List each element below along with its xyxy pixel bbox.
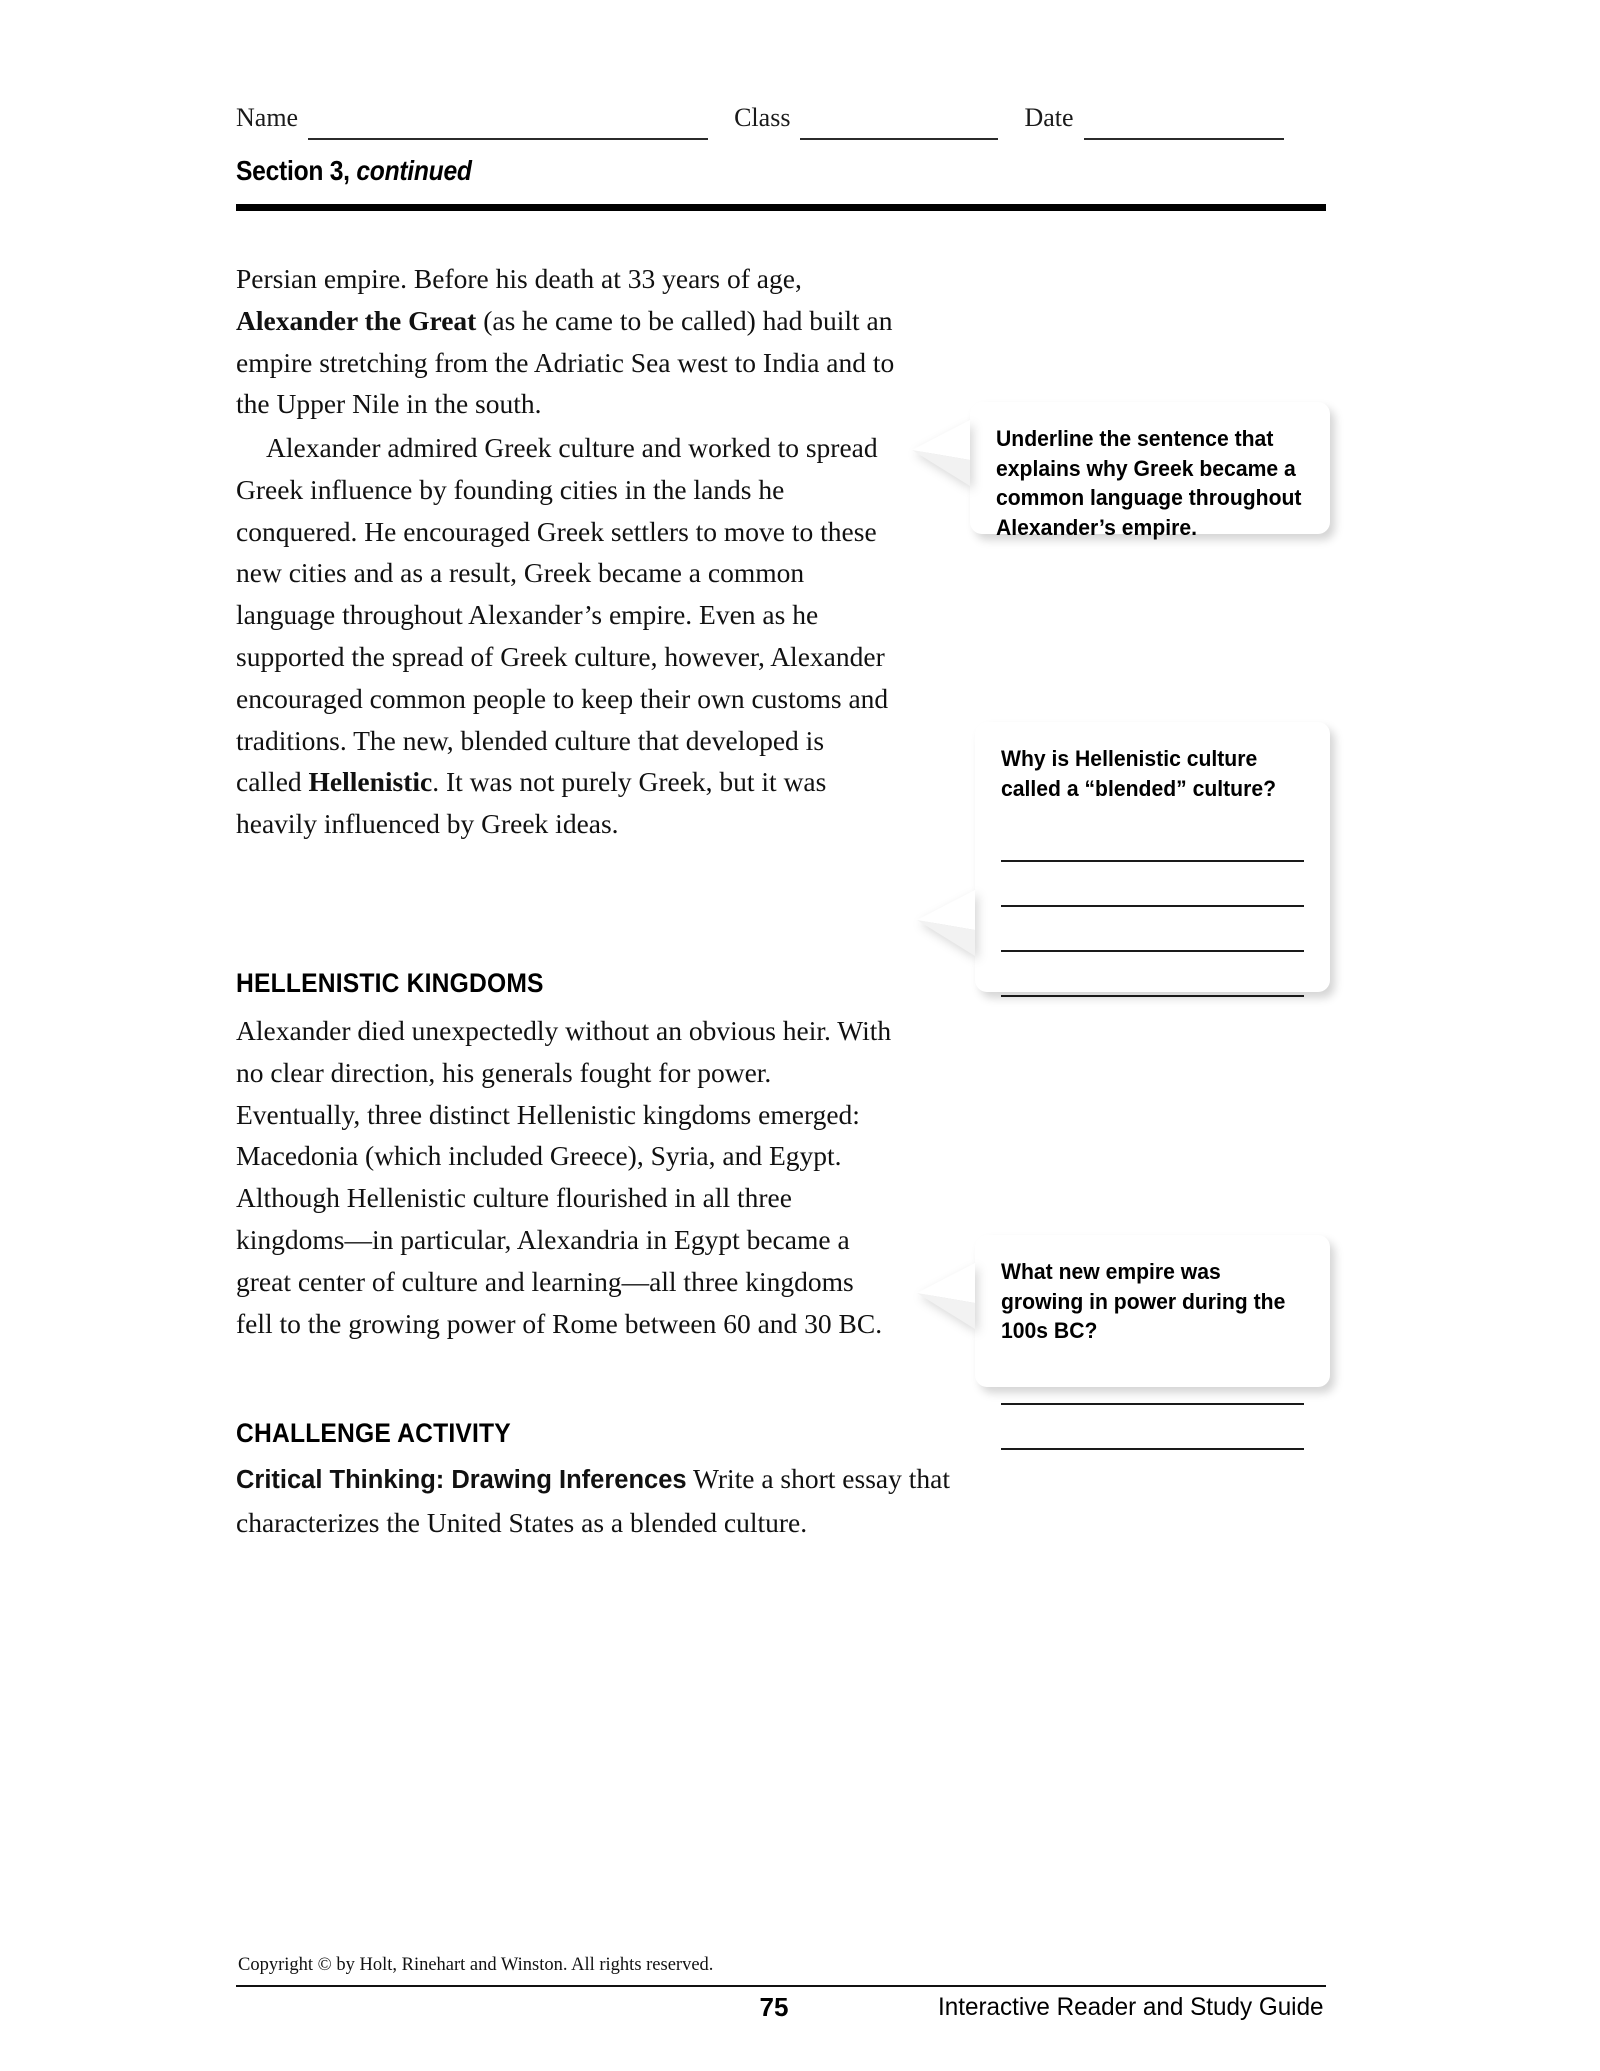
answer-lines-group (975, 817, 1330, 997)
callout-content (975, 722, 1330, 803)
book-title: Interactive Reader and Study Guide (938, 1993, 1324, 2021)
section-continued-text: continued (356, 155, 472, 186)
answer-line[interactable] (1001, 1405, 1304, 1450)
paragraph-persian-empire (236, 258, 896, 425)
section-title (236, 155, 472, 187)
name-write-line[interactable] (308, 138, 708, 140)
callout-underline-prompt (970, 402, 1330, 540)
page-number: 75 (759, 1992, 789, 2022)
section-divider-bar (236, 204, 1326, 211)
date-write-line[interactable] (1084, 138, 1284, 140)
heading-challenge-activity: CHALLENGE ACTIVITY (236, 1418, 511, 1448)
callout-question-text: What new empire was growing in power during the 100s BC? (1001, 1259, 1286, 1343)
callout-question-new-empire (975, 1235, 1330, 1387)
callout-pointer-icon (908, 420, 970, 486)
copyright-notice: Copyright © by Holt, Rinehart and Winston. All rights reserved. (238, 1955, 714, 1975)
paragraph-text: Alexander died unexpectedly without an obvious heir. With no clear direction, his generals fought for power. Eventually, three distinct Hellenistic kingdoms emerged: Macedonia (which included Greece), Syria, and Egypt. Although Hellenistic culture flourished in all three kingdoms—in particular, Alexandria in Egypt became a great center of culture and learning—all three kingdoms fell to the growing power of Rome between 60 and 30 BC. (236, 1015, 892, 1339)
callout-content (970, 402, 1330, 542)
answer-line[interactable] (1001, 907, 1304, 952)
section-title-text: Section 3, (236, 155, 350, 186)
answer-line[interactable] (1001, 862, 1304, 907)
footer-divider (236, 1985, 1326, 1987)
callout-pointer-icon (913, 1263, 975, 1329)
answer-line[interactable] (1001, 817, 1304, 862)
heading-hellenistic-kingdoms: HELLENISTIC KINGDOMS (236, 968, 544, 998)
callout-question-text: Why is Hellenistic culture called a “blended” culture? (1001, 746, 1277, 801)
challenge-instruction-text: Write a short essay that characterizes the United States as a blended culture. (236, 1463, 950, 1538)
answer-lines-group (975, 1360, 1330, 1450)
challenge-lead-label: Critical Thinking: Drawing Inferences (236, 1466, 687, 1494)
paragraph-text: Persian empire. Before his death at 33 years of age, Alexander the Great (as he came to be called) had built an empire stretching from the Adriatic Sea west to India and to the Upper Nile in the south. (236, 263, 895, 420)
name-label: Name (236, 103, 299, 132)
class-write-line[interactable] (800, 138, 998, 140)
callout-content (975, 1235, 1330, 1346)
class-label: Class (734, 103, 791, 132)
callout-pointer-icon (913, 890, 975, 956)
callout-question-text: Underline the sentence that explains why Greek became a common language throughout Alexander’s empire. (996, 426, 1302, 540)
answer-line[interactable] (1001, 1360, 1304, 1405)
date-label: Date (1024, 103, 1074, 132)
paragraph-greek-culture (236, 427, 896, 845)
callout-question-blended-culture (975, 722, 1330, 992)
challenge-activity-body (236, 1458, 1056, 1544)
answer-line[interactable] (1001, 952, 1304, 997)
paragraph-hellenistic-kingdoms (236, 1010, 896, 1344)
student-info-header (236, 105, 1326, 145)
paragraph-text: Alexander admired Greek culture and worked to spread Greek influence by founding cities in the lands he conquered. He encouraged Greek settlers to move to these new cities and as a result, Greek became a common language throughout Alexander’s empire. Even as he supported the spread of Greek culture, however, Alexander encouraged common people to keep their own customs and traditions. The new, blended culture that developed is called Hellenistic. It was not purely Greek, but it was heavily influenced by Greek ideas. (236, 432, 889, 840)
